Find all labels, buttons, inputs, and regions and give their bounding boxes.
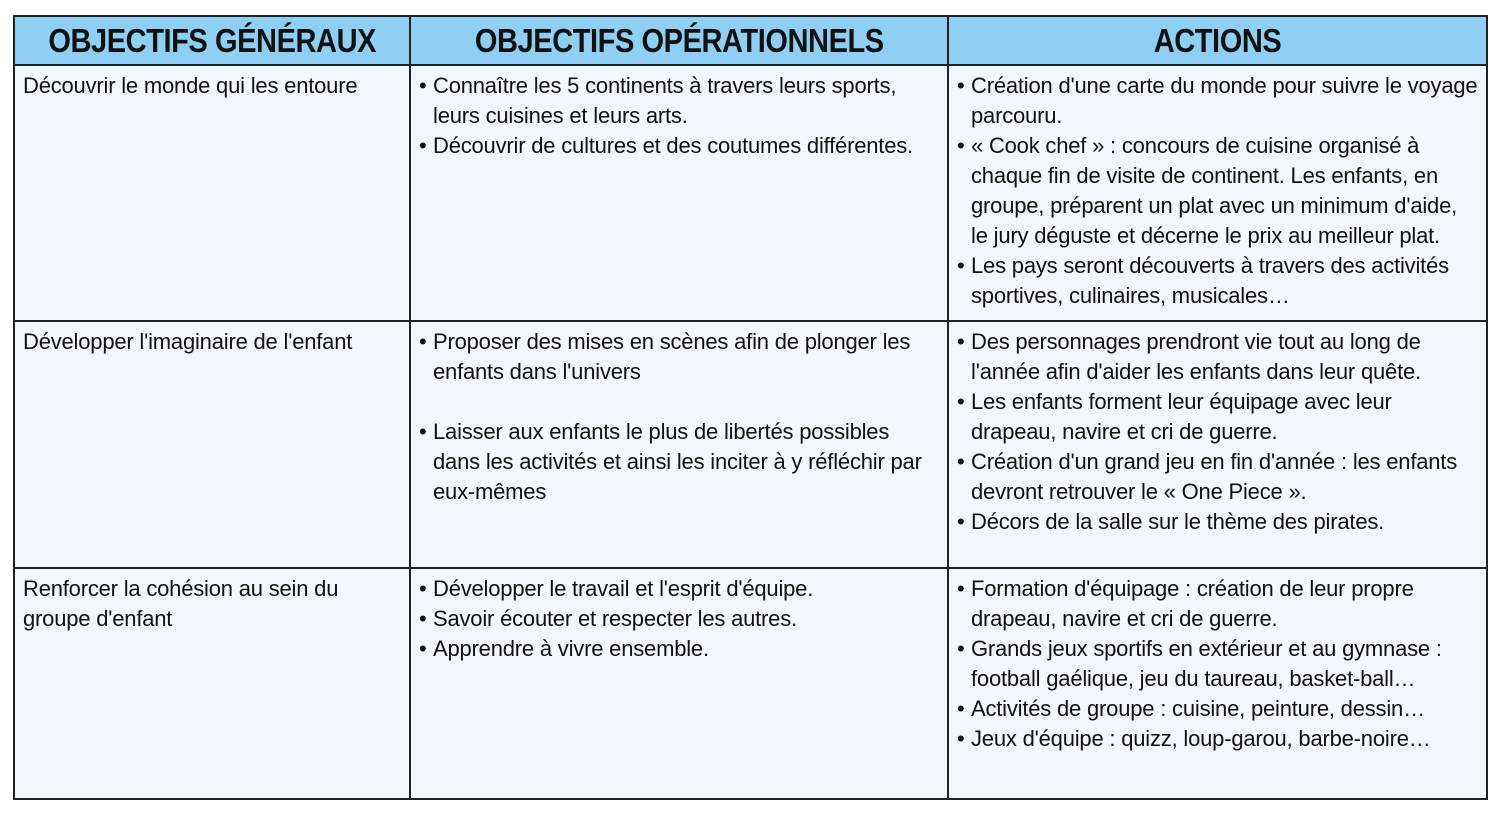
actions-list [957,71,1478,311]
list-item: • Développer le travail et l'esprit d'équipe. [419,574,939,604]
operational-objectives-cell [410,321,948,568]
actions-list [957,327,1478,537]
header-actions [948,16,1487,65]
header-operational-objectives-label: OBJECTIFS OPÉRATIONNELS [474,21,884,59]
list-item: • Jeux d'équipe : quizz, loup-garou, barbe-noire… [957,724,1478,754]
list-item: • Grands jeux sportifs en extérieur et au gymnase : football gaélique, jeu du taureau, basket-ball… [957,634,1478,694]
list-item: • Savoir écouter et respecter les autres. [419,604,939,634]
header-operational-objectives [410,16,948,65]
list-item: • Proposer des mises en scènes afin de plonger les enfants dans l'univers [419,327,939,387]
objectives-table-container [13,15,1486,798]
header-row [14,16,1487,65]
list-item: • Les pays seront découverts à travers des activités sportives, culinaires, musicales… [957,251,1478,311]
actions-list [957,574,1478,754]
list-item: • Découvrir de cultures et des coutumes différentes. [419,131,939,161]
operational-objectives-cell [410,568,948,799]
list-item: • Formation d'équipage : création de leur propre drapeau, navire et cri de guerre. [957,574,1478,634]
operational-objectives-list [419,574,939,664]
general-objective-cell: Découvrir le monde qui les entoure [14,65,410,321]
general-objective-cell: Renforcer la cohésion au sein du groupe d'enfant [14,568,410,799]
operational-objectives-list [419,327,939,507]
list-item: • Apprendre à vivre ensemble. [419,634,939,664]
table-row [14,321,1487,568]
list-item: • Décors de la salle sur le thème des pirates. [957,507,1478,537]
list-item: • Activités de groupe : cuisine, peinture, dessin… [957,694,1478,724]
actions-cell [948,568,1487,799]
actions-cell [948,65,1487,321]
list-item: • Création d'une carte du monde pour suivre le voyage parcouru. [957,71,1478,131]
actions-cell [948,321,1487,568]
list-item: • Connaître les 5 continents à travers leurs sports, leurs cuisines et leurs arts. [419,71,939,131]
header-general-objectives-label: OBJECTIFS GÉNÉRAUX [48,21,376,59]
table-row [14,65,1487,321]
objectives-table [13,15,1488,800]
list-item: • Des personnages prendront vie tout au long de l'année afin d'aider les enfants dans leur quête. [957,327,1478,387]
general-objective-cell: Développer l'imaginaire de l'enfant [14,321,410,568]
operational-objectives-list [419,71,939,161]
list-item: • Création d'un grand jeu en fin d'année : les enfants devront retrouver le « One Piece ». [957,447,1478,507]
list-item: • « Cook chef » : concours de cuisine organisé à chaque fin de visite de continent. Les enfants, en groupe, préparent un plat avec un minimum d'aide, le jury déguste et décerne le prix au meilleur plat. [957,131,1478,251]
table-row [14,568,1487,799]
header-general-objectives [14,16,410,65]
operational-objectives-cell [410,65,948,321]
header-actions-label: ACTIONS [1153,21,1282,59]
list-item: • Les enfants forment leur équipage avec leur drapeau, navire et cri de guerre. [957,387,1478,447]
list-item: • Laisser aux enfants le plus de libertés possibles dans les activités et ainsi les inciter à y réfléchir par eux-mêmes [419,417,939,507]
